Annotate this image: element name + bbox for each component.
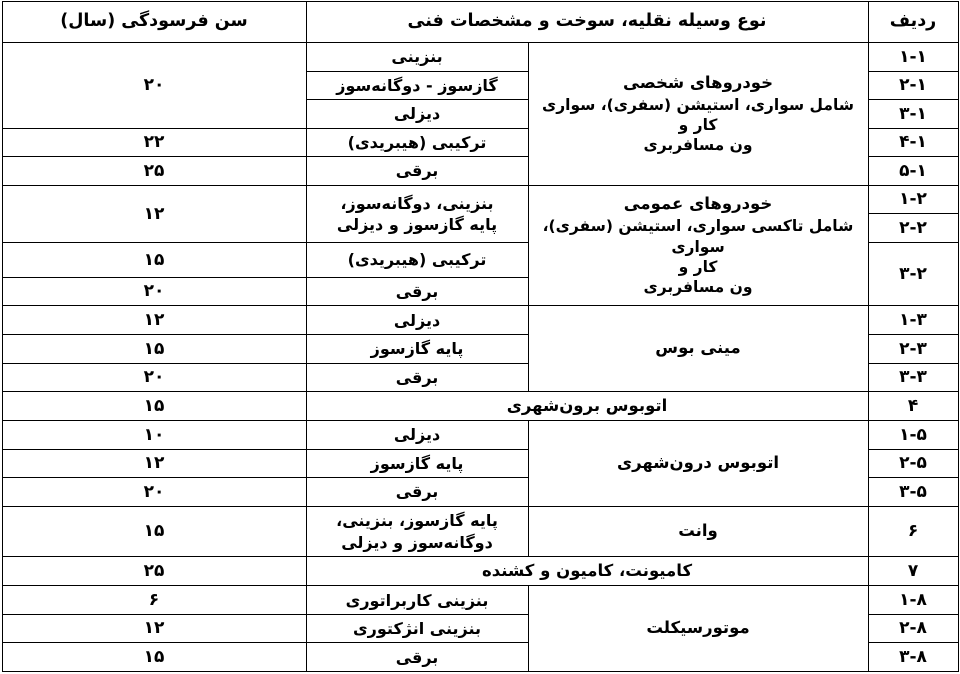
cell-fuel-type: ترکیبی (هیبریدی): [306, 242, 528, 277]
cell-radif: ۱-۲: [868, 185, 958, 214]
cell-radif: ۲-۸: [868, 614, 958, 643]
cell-radif: ۳-۲: [868, 242, 958, 306]
cell-fuel-type: برقی: [306, 643, 528, 672]
vehicle-type-main: مینی بوس: [655, 338, 741, 358]
vehicle-type-sub-line-2: ون مسافربری: [643, 136, 753, 155]
cell-radif: ۲-۲: [868, 214, 958, 243]
cell-vehicle-type: [528, 586, 868, 672]
table-header-row: [2, 2, 958, 43]
document-page: [0, 1, 960, 674]
cell-radif: ۶: [868, 506, 958, 557]
column-header-wear-age: سن فرسودگی (سال): [2, 2, 306, 43]
cell-fuel-type: [306, 506, 528, 557]
cell-wear-age: ۱۲: [2, 306, 306, 335]
cell-fuel-type: گازسوز - دوگانه‌سوز: [306, 71, 528, 100]
cell-wear-age: ۱۵: [2, 242, 306, 277]
cell-radif: ۳-۱: [868, 100, 958, 129]
cell-radif: ۳-۵: [868, 478, 958, 507]
cell-vehicle-type: [306, 557, 868, 586]
table-header: [2, 2, 958, 43]
cell-wear-age: ۱۵: [2, 335, 306, 364]
cell-radif: ۴-۱: [868, 128, 958, 157]
vehicle-type-sub-line-1: شامل سواری، استیشن (سفری)، سواری کار و: [542, 95, 855, 135]
cell-radif: ۴: [868, 392, 958, 421]
cell-radif: ۱-۳: [868, 306, 958, 335]
cell-radif: ۷: [868, 557, 958, 586]
cell-vehicle-type: [528, 306, 868, 392]
cell-wear-age: ۲۰: [2, 277, 306, 306]
table-row: [2, 421, 958, 450]
table-row: [2, 506, 958, 557]
cell-fuel-type: دیزلی: [306, 306, 528, 335]
cell-vehicle-type: [528, 185, 868, 306]
cell-fuel-type: دیزلی: [306, 100, 528, 129]
cell-wear-age: ۲۲: [2, 128, 306, 157]
cell-fuel-type: برقی: [306, 363, 528, 392]
table-row: [2, 43, 958, 72]
vehicle-type-main: کامیونت، کامیون و کشنده: [481, 560, 693, 580]
cell-radif: ۱-۸: [868, 586, 958, 615]
table-row: [2, 392, 958, 421]
cell-fuel-type: برقی: [306, 157, 528, 186]
vehicle-type-main: خودروهای عمومی: [623, 194, 773, 214]
cell-wear-age: ۱۲: [2, 449, 306, 478]
cell-wear-age: ۱۵: [2, 392, 306, 421]
vehicle-type-sub-line-1: شامل تاکسی سواری، استیشن (سفری)، سواری: [542, 217, 854, 256]
cell-radif: ۳-۳: [868, 363, 958, 392]
cell-vehicle-type: [306, 392, 868, 421]
cell-fuel-type: برقی: [306, 478, 528, 507]
cell-fuel-type: برقی: [306, 277, 528, 306]
table-row: [2, 586, 958, 615]
cell-wear-age: ۲۰: [2, 43, 306, 129]
cell-fuel-type: [306, 185, 528, 242]
cell-fuel-type: بنزینی کاربراتوری: [306, 586, 528, 615]
cell-wear-age: ۱۲: [2, 185, 306, 242]
vehicle-type-main: اتوبوس درون‌شهری: [616, 452, 780, 472]
cell-wear-age: ۶: [2, 586, 306, 615]
column-header-radif: ردیف: [868, 2, 958, 43]
cell-vehicle-type: [528, 506, 868, 557]
vehicle-type-sub-line-2: کار و: [678, 257, 718, 276]
cell-radif: ۱-۱: [868, 43, 958, 72]
cell-wear-age: ۲۵: [2, 557, 306, 586]
cell-wear-age: ۲۰: [2, 363, 306, 392]
vehicle-type-main: خودروهای شخصی: [623, 72, 774, 92]
cell-fuel-type: بنزینی: [306, 43, 528, 72]
cell-vehicle-type: [528, 421, 868, 507]
cell-radif: ۲-۵: [868, 449, 958, 478]
cell-radif: ۱-۵: [868, 421, 958, 450]
cell-fuel-type: پایه گازسوز: [306, 335, 528, 364]
cell-wear-age: ۲۰: [2, 478, 306, 507]
cell-radif: ۲-۳: [868, 335, 958, 364]
cell-fuel-type: بنزینی انژکتوری: [306, 614, 528, 643]
fuel-type-line-1: پایه گازسوز، بنزینی،: [336, 511, 498, 531]
vehicle-type-main: اتوبوس برون‌شهری: [506, 395, 668, 415]
cell-wear-age: ۱۲: [2, 614, 306, 643]
cell-radif: ۳-۸: [868, 643, 958, 672]
cell-vehicle-type: [528, 43, 868, 186]
cell-fuel-type: پایه گازسوز: [306, 449, 528, 478]
cell-wear-age: ۱۵: [2, 506, 306, 557]
column-header-vehicle-type: نوع وسیله نقلیه، سوخت و مشخصات فنی: [306, 2, 868, 43]
cell-wear-age: ۱۰: [2, 421, 306, 450]
fuel-type-line-1: بنزینی، دوگانه‌سوز،: [340, 193, 494, 213]
cell-wear-age: ۱۵: [2, 643, 306, 672]
fuel-type-line-2: دوگانه‌سوز و دیزلی: [341, 532, 493, 552]
vehicle-type-sub-line-3: ون مسافربری: [643, 278, 753, 297]
vehicle-wear-age-table: [2, 1, 959, 672]
cell-wear-age: ۲۵: [2, 157, 306, 186]
table-row: [2, 306, 958, 335]
table-row: [2, 557, 958, 586]
table-row: [2, 185, 958, 214]
cell-radif: ۵-۱: [868, 157, 958, 186]
vehicle-type-main: موتورسیکلت: [646, 618, 750, 638]
vehicle-type-main: وانت: [678, 521, 718, 541]
table-body: [2, 43, 958, 672]
fuel-type-line-2: پایه گازسوز و دیزلی: [336, 214, 498, 234]
cell-fuel-type: ترکیبی (هیبریدی): [306, 128, 528, 157]
cell-fuel-type: دیزلی: [306, 421, 528, 450]
cell-radif: ۲-۱: [868, 71, 958, 100]
